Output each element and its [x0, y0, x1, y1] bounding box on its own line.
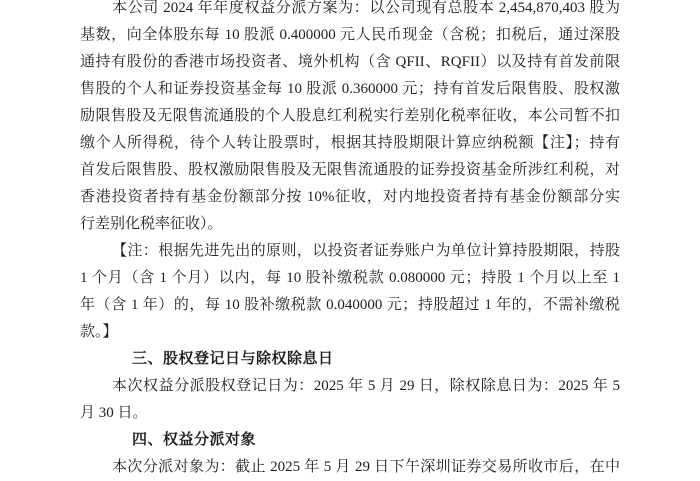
document-line: 年（含 1 年）的，每 10 股补缴税款 0.040000 元；持股超过 1 年的，不需补缴税	[80, 297, 620, 313]
document-line: 本公司 2024 年年度权益分派方案为：以公司现有总股本 2,454,870,403 股为	[112, 0, 620, 16]
document-line: 本次权益分派股权登记日为：2025 年 5 月 29 日，除权除息日为：2025 年 5	[112, 378, 620, 394]
document-line: 香港投资者持有基金份额部分按 10%征收，对内地投资者持有基金份额部分实	[80, 189, 620, 205]
document-line: 【注：根据先进先出的原则，以投资者证券账户为单位计算持股期限，持股	[112, 243, 620, 259]
document-line: 行差别化税率征收）。	[80, 216, 223, 232]
document-line: 励限售股及无限售流通股的个人股息红利税实行差别化税率征收，本公司暂不扣	[80, 108, 620, 124]
document-line: 本次分派对象为：截止 2025 年 5 月 29 日下午深圳证券交易所收市后，在中	[112, 459, 620, 475]
document-line: 款。】	[80, 324, 118, 340]
document-line: 缴个人所得税，待个人转让股票时，根据其持股期限计算应纳税额【注】；持有	[80, 135, 620, 151]
section-heading: 四、权益分派对象	[132, 432, 257, 448]
document-line: 售股的个人和证券投资基金每 10 股派 0.360000 元；持有首发后限售股、股权激	[80, 81, 620, 97]
document-line: 1 个月（含 1 个月）以内，每 10 股补缴税款 0.080000 元；持股 1 个月以上至 1	[80, 270, 620, 286]
section-heading: 三、股权登记日与除权除息日	[132, 351, 334, 367]
document-line: 基数，向全体股东每 10 股派 0.400000 元人民币现金（含税；扣税后，通过深股	[80, 27, 620, 43]
document-line: 通持有股份的香港市场投资者、境外机构（含 QFII、RQFII）以及持有首发前限	[80, 54, 620, 70]
document-line: 首发后限售股、股权激励限售股及无限售流通股的证券投资基金所涉红利税，对	[80, 162, 620, 178]
document-text-block	[80, 0, 620, 481]
document-line: 月 30 日。	[80, 405, 148, 421]
document-page	[80, 0, 620, 481]
